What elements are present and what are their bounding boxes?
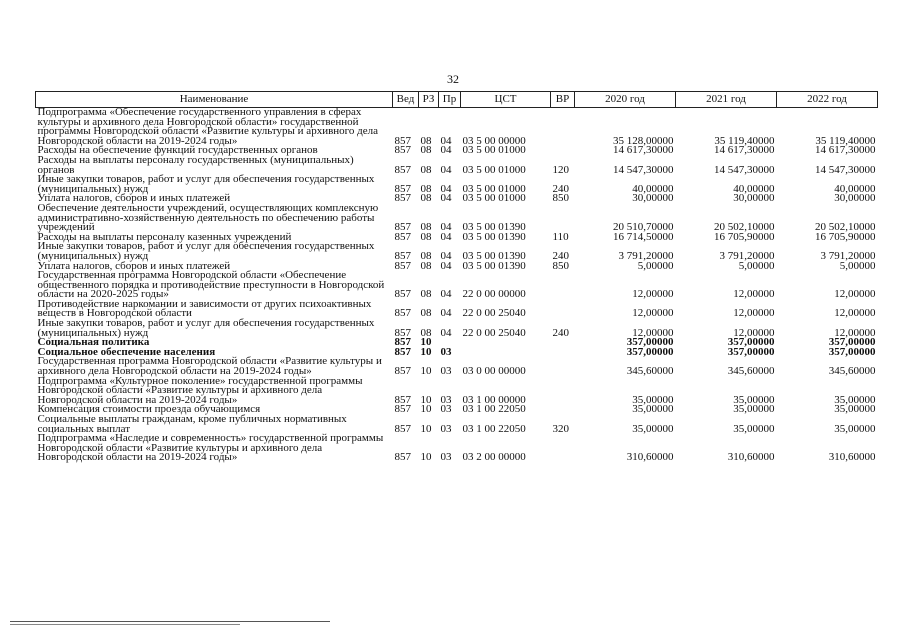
row-value-2020: 3 791,20000: [618, 249, 674, 262]
row-pr: 04: [440, 249, 452, 262]
row-value-2020: 16 714,50000: [613, 230, 674, 243]
column-header-name: Наименование: [36, 92, 393, 108]
row-name: Противодействие наркомании и зависимости от других психоактивных веществ в Новгородской области: [37, 297, 372, 320]
budget-table: [35, 91, 878, 463]
row-value-2020: 12,00000: [632, 326, 674, 339]
row-vr: [551, 338, 575, 348]
row-vr: [551, 204, 575, 233]
row-rz: 08: [420, 230, 432, 243]
row-cst: 03 5 00 01390: [462, 230, 526, 243]
table-row: [36, 204, 878, 233]
row-value-2020: 35 128,00000: [613, 134, 674, 147]
row-value-2021: 3 791,20000: [719, 249, 775, 262]
row-name: Иные закупки товаров, работ и услуг для обеспечения государственных (муниципальных) нужд: [37, 240, 375, 262]
row-ved: 857: [394, 221, 411, 234]
row-value-2020: 357,00000: [626, 336, 674, 349]
row-value-2020: 345,60000: [626, 365, 674, 378]
row-vr: [551, 357, 575, 376]
column-header-vr: ВР: [551, 92, 575, 108]
row-ved: 857: [394, 451, 411, 464]
row-ved: 857: [394, 326, 411, 339]
row-cst: 03 0 00 00000: [462, 365, 526, 378]
row-value-2020: 35,00000: [632, 422, 674, 435]
row-pr: 03: [440, 393, 452, 406]
row-cst: 03 5 00 01000: [462, 163, 526, 176]
row-vr: [551, 108, 575, 147]
row-ved: 857: [394, 259, 411, 272]
table-row: [36, 108, 878, 147]
row-ved: 857: [394, 182, 411, 195]
row-value-2020: 5,00000: [637, 259, 674, 272]
column-header-pr: Пр: [439, 92, 461, 108]
row-value-2022: 12,00000: [834, 326, 876, 339]
row-ved: 857: [394, 403, 411, 416]
row-cst: 03 5 00 01000: [462, 182, 526, 195]
row-cst: 03 1 00 22050: [462, 403, 526, 416]
row-name: Государственная программа Новгородской области «Развитие культуры и архивного дела Новгородской области на 2019-2024 годы»: [37, 355, 382, 378]
row-value-2022: 12,00000: [834, 307, 876, 320]
footer-rule: [10, 621, 330, 622]
row-value-2022: 35,00000: [834, 393, 876, 406]
row-value-2022: 35,00000: [834, 422, 876, 435]
row-pr: 03: [440, 365, 452, 378]
row-name: Подпрограмма «Обеспечение государственного управления в сферах культуры и архивного дела Новгородской области» государственной программы Новгородской области «Развитие культуры и архивного дела Новгородской области на 2019-2024 годы»: [37, 106, 378, 147]
row-vr: 240: [552, 249, 569, 262]
row-ved: 857: [394, 134, 411, 147]
row-value-2020: 14 617,30000: [613, 144, 674, 157]
row-pr: 04: [440, 326, 452, 339]
row-value-2021: 12,00000: [733, 326, 775, 339]
row-value-2021: 345,60000: [727, 365, 775, 378]
row-value-2020: 40,00000: [632, 182, 674, 195]
row-vr: 240: [552, 182, 569, 195]
row-rz: 10: [420, 345, 432, 358]
row-value-2022: 16 705,90000: [815, 230, 876, 243]
row-vr: [551, 271, 575, 300]
column-header-2020: 2020 год: [575, 92, 676, 108]
row-pr: 04: [440, 182, 452, 195]
row-value-2021: 14 547,30000: [714, 163, 775, 176]
row-ved: 857: [394, 288, 411, 301]
row-rz: 10: [420, 451, 432, 464]
row-value-2021: 35,00000: [733, 422, 775, 435]
row-value-2021: 35 119,40000: [714, 134, 775, 147]
row-rz: 08: [420, 182, 432, 195]
row-cst: 22 0 00 25040: [462, 307, 526, 320]
column-header-2022: 2022 год: [777, 92, 878, 108]
row-rz: 08: [420, 192, 432, 205]
row-pr: 03: [440, 451, 452, 464]
row-name: Расходы на обеспечение функций государственных органов: [37, 144, 318, 157]
row-rz: 10: [420, 336, 432, 349]
row-rz: 10: [420, 365, 432, 378]
table-row: [36, 377, 878, 406]
row-value-2021: 310,60000: [727, 451, 775, 464]
row-name: Иные закупки товаров, работ и услуг для обеспечения государственных (муниципальных) нужд: [37, 317, 375, 339]
row-vr: [551, 377, 575, 406]
row-pr: 04: [440, 230, 452, 243]
row-value-2021: 12,00000: [733, 288, 775, 301]
row-pr: 04: [440, 307, 452, 320]
row-value-2020: 14 547,30000: [613, 163, 674, 176]
row-value-2020: 35,00000: [632, 403, 674, 416]
row-value-2020: 35,00000: [632, 393, 674, 406]
row-value-2022: 5,00000: [839, 259, 876, 272]
row-cst: 03 5 00 01390: [462, 221, 526, 234]
row-ved: 857: [394, 345, 411, 358]
row-name: Социальные выплаты гражданам, кроме публичных нормативных социальных выплат: [37, 413, 347, 435]
row-value-2021: 35,00000: [733, 403, 775, 416]
row-value-2021: 40,00000: [733, 182, 775, 195]
row-name: Обеспечение деятельности учреждений, осуществляющих комплексную административно-хозяйственную деятельность по обеспечению работы учреждений: [37, 201, 379, 234]
row-cst: 03 5 00 01000: [462, 192, 526, 205]
row-value-2022: 14 547,30000: [815, 163, 876, 176]
row-pr: 03: [440, 403, 452, 416]
table-body: [36, 108, 878, 463]
row-cst: 03 5 00 01390: [462, 259, 526, 272]
page-number: 32: [447, 72, 459, 86]
row-ved: 857: [394, 336, 411, 349]
row-value-2021: 30,00000: [733, 192, 775, 205]
row-rz: 10: [420, 393, 432, 406]
row-value-2022: 35,00000: [834, 403, 876, 416]
table-row: [36, 271, 878, 300]
row-cst: 22 0 00 25040: [462, 326, 526, 339]
row-value-2022: 310,60000: [828, 451, 876, 464]
row-value-2022: 345,60000: [828, 365, 876, 378]
row-value-2022: 357,00000: [828, 336, 876, 349]
row-value-2022: 357,00000: [828, 345, 876, 358]
column-header-2021: 2021 год: [676, 92, 777, 108]
table-row: [36, 242, 878, 261]
row-value-2022: 12,00000: [834, 288, 876, 301]
row-rz: 08: [420, 259, 432, 272]
row-name: Уплата налогов, сборов и иных платежей: [37, 259, 231, 272]
row-value-2021: 5,00000: [738, 259, 775, 272]
row-vr: 240: [552, 326, 569, 339]
row-ved: 857: [394, 422, 411, 435]
row-cst: 03 1 00 22050: [462, 422, 526, 435]
row-value-2021: 14 617,30000: [714, 144, 775, 157]
row-value-2020: 12,00000: [632, 307, 674, 320]
row-pr: 04: [440, 288, 452, 301]
row-cst: [461, 338, 551, 348]
row-vr: [551, 300, 575, 319]
row-ved: 857: [394, 365, 411, 378]
row-rz: 08: [420, 288, 432, 301]
row-pr: 04: [440, 221, 452, 234]
row-ved: 857: [394, 307, 411, 320]
row-rz: 08: [420, 163, 432, 176]
row-rz: 08: [420, 144, 432, 157]
row-vr: [551, 146, 575, 156]
row-cst: [461, 348, 551, 358]
row-value-2021: 12,00000: [733, 307, 775, 320]
column-header-cst: ЦСТ: [461, 92, 551, 108]
row-rz: 08: [420, 307, 432, 320]
row-value-2020: 310,60000: [626, 451, 674, 464]
row-value-2020: 20 510,70000: [613, 221, 674, 234]
row-pr: 04: [440, 192, 452, 205]
row-ved: 857: [394, 163, 411, 176]
row-vr: 110: [552, 230, 569, 243]
row-value-2022: 3 791,20000: [820, 249, 876, 262]
row-name: Социальное обеспечение населения: [37, 345, 216, 358]
column-header-rz: РЗ: [419, 92, 439, 108]
row-ved: 857: [394, 249, 411, 262]
row-value-2020: 357,00000: [626, 345, 674, 358]
row-cst: 22 0 00 00000: [462, 288, 526, 301]
row-vr: [551, 434, 575, 463]
row-vr: 850: [552, 192, 569, 205]
row-value-2022: 30,00000: [834, 192, 876, 205]
row-name: Государственная программа Новгородской области «Обеспечение общественного порядка и противодействие преступности в Новгородской области на 2020-2025 годы»: [37, 269, 385, 301]
row-ved: 857: [394, 192, 411, 205]
table-row: [36, 434, 878, 463]
row-name: Расходы на выплаты персоналу казенных учреждений: [37, 230, 292, 243]
row-rz: 08: [420, 134, 432, 147]
row-value-2022: 35 119,40000: [815, 134, 876, 147]
row-pr: 03: [440, 345, 452, 358]
row-rz: 08: [420, 249, 432, 262]
row-ved: 857: [394, 144, 411, 157]
row-pr: 04: [440, 144, 452, 157]
row-name: Уплата налогов, сборов и иных платежей: [37, 192, 231, 205]
row-name: Компенсация стоимости проезда обучающимся: [37, 403, 261, 416]
row-cst: 03 5 00 01390: [462, 249, 526, 262]
row-ved: 857: [394, 230, 411, 243]
row-name: Подпрограмма «Наследие и современность» государственной программы Новгородской области «Развитие культуры и архивного дела Новгородской области на 2019-2024 годы»: [37, 432, 384, 464]
row-value-2020: 30,00000: [632, 192, 674, 205]
row-pr: 03: [440, 422, 452, 435]
row-vr: 120: [552, 163, 569, 176]
row-pr: 04: [440, 134, 452, 147]
row-ved: 857: [394, 393, 411, 406]
footer-rule-secondary: [10, 624, 240, 625]
row-value-2021: 20 502,10000: [714, 221, 775, 234]
row-name: Иные закупки товаров, работ и услуг для обеспечения государственных (муниципальных) нужд: [37, 173, 375, 195]
row-vr: 850: [552, 259, 569, 272]
row-value-2022: 14 617,30000: [815, 144, 876, 157]
row-cst: 03 1 00 00000: [462, 393, 526, 406]
row-pr: 04: [440, 163, 452, 176]
row-cst: 03 5 00 01000: [462, 144, 526, 157]
row-cst: 03 2 00 00000: [462, 451, 526, 464]
row-value-2021: 357,00000: [727, 345, 775, 358]
row-vr: [551, 405, 575, 415]
row-rz: 10: [420, 403, 432, 416]
row-value-2022: 20 502,10000: [815, 221, 876, 234]
row-value-2020: 12,00000: [632, 288, 674, 301]
row-rz: 10: [420, 422, 432, 435]
row-value-2021: 16 705,90000: [714, 230, 775, 243]
row-name: Подпрограмма «Культурное поколение» государственной программы Новгородской области «Развитие культуры и архивного дела Новгородской области на 2019-2024 годы»: [37, 374, 363, 406]
row-rz: 08: [420, 326, 432, 339]
column-header-ved: Вед: [393, 92, 419, 108]
row-vr: [551, 348, 575, 358]
table-row: [36, 357, 878, 376]
row-name: Расходы на выплаты персоналу государственных (муниципальных) органов: [37, 153, 354, 176]
row-vr: 320: [552, 422, 569, 435]
row-value-2021: 357,00000: [727, 336, 775, 349]
row-name: Социальная политика: [37, 336, 150, 349]
row-value-2022: 40,00000: [834, 182, 876, 195]
row-cst: 03 5 00 00000: [462, 134, 526, 147]
row-rz: 08: [420, 221, 432, 234]
row-pr: 04: [440, 259, 452, 272]
row-value-2021: 35,00000: [733, 393, 775, 406]
